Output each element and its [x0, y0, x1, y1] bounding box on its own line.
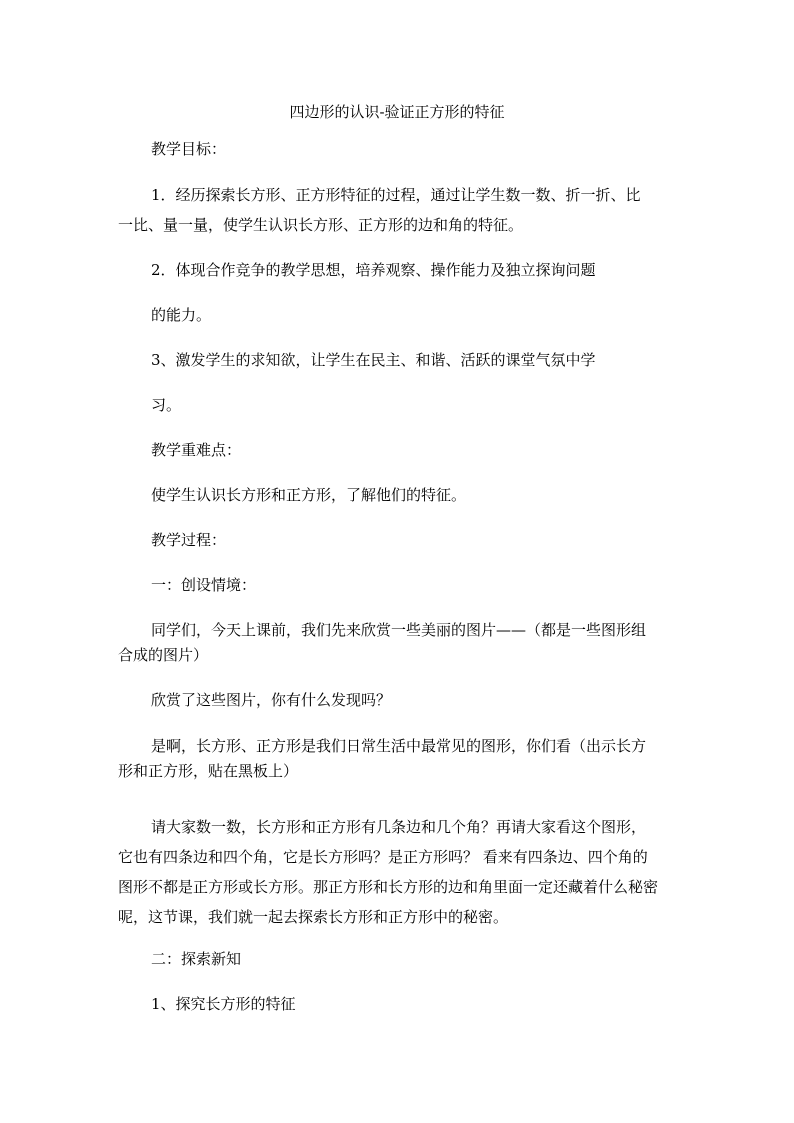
subsection-1-heading: 1、探究长方形的特征: [151, 995, 296, 1013]
goal-1-line-1: 1．经历探索长方形、正方形特征的过程，通过让学生数一数、折一折、比: [151, 186, 641, 204]
document-title: 四边形的认识-验证正方形的特征: [289, 103, 505, 121]
goal-1-line-2: 一比、量一量，使学生认识长方形、正方形的边和角的特征。: [118, 216, 524, 234]
goal-3-line-1: 3、激发学生的求知欲，让学生在民主、和谐、活跃的课堂气氛中学: [151, 351, 596, 369]
paragraph-count-sides: 请大家数一数，长方形和正方形有几条边和几个角？再请大家看这个图形，它也有四条边和四个角，它是长方形吗？是正方形吗？ 看来有四条边、四个角的图形不都是正方形或长方形。那正方形和长方形的边和角里面一定还藏着什么秘密呢，这节课，我们就一起去探索长方形和正方形中的秘密。: [118, 818, 659, 926]
heading-teaching-process: 教学过程：: [151, 531, 227, 549]
heading-key-points: 教学重难点：: [151, 441, 242, 459]
section-2-heading: 二：探索新知: [151, 950, 242, 968]
goal-2-line-2: 的能力。: [151, 306, 212, 324]
section-1-heading: 一：创设情境：: [151, 576, 257, 594]
goal-2-line-1: 2．体现合作竞争的教学思想，培养观察、操作能力及独立探询问题: [151, 261, 596, 279]
paragraph-intro: 同学们，今天上课前，我们先来欣赏一些美丽的图片——（都是一些图形组合成的图片）: [118, 621, 647, 664]
heading-teaching-goals: 教学目标：: [151, 140, 227, 158]
paragraph-discovery: 欣赏了这些图片，你有什么发现吗？: [151, 691, 392, 709]
key-points-text: 使学生认识长方形和正方形，了解他们的特征。: [151, 486, 467, 504]
goal-3-line-2: 习。: [151, 396, 182, 414]
paragraph-common-shapes: 是啊，长方形、正方形是我们日常生活中最常见的图形，你们看（出示长方形和正方形，贴在黑板上）: [118, 737, 647, 780]
